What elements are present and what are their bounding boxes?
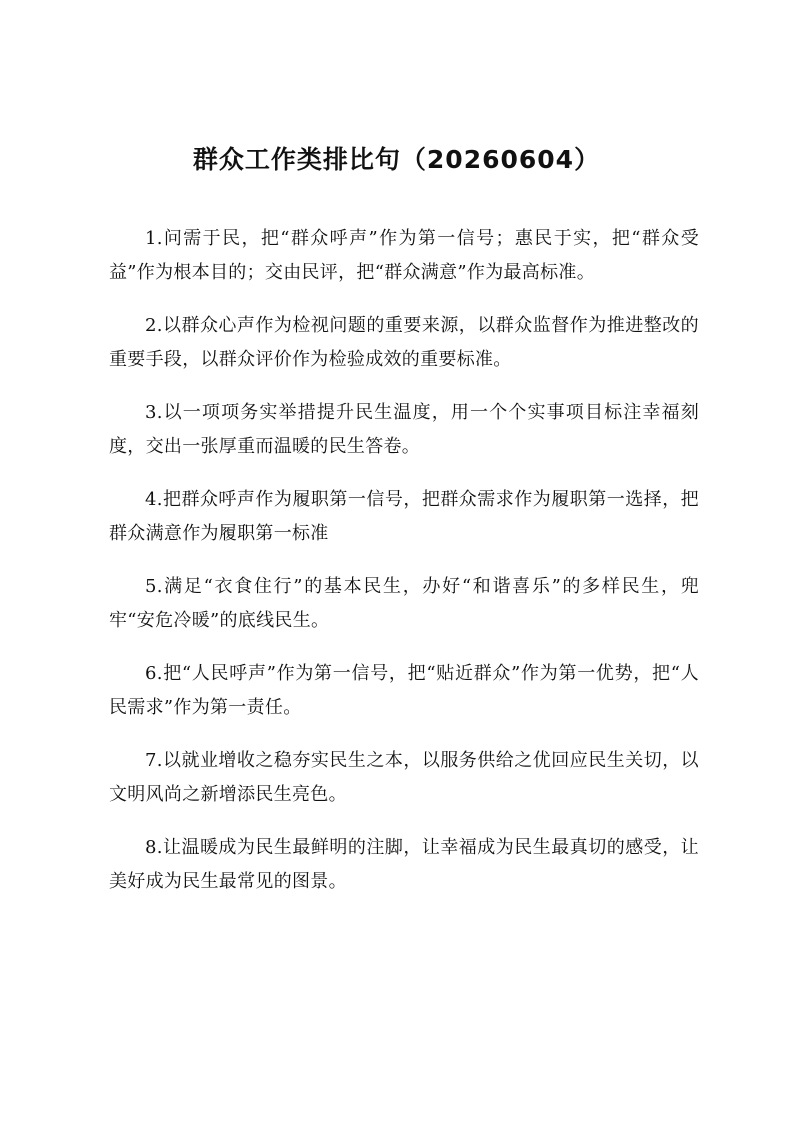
paragraph-2: 2.以群众心声作为检视问题的重要来源，以群众监督作为推进整改的重要手段，以群众评价作为检验成效的重要标准。 (109, 315, 699, 370)
paragraph-7: 7.以就业增收之稳夯实民生之本，以服务供给之优回应民生关切，以文明风尚之新增添民生亮色。 (109, 750, 699, 805)
paragraph-1: 1.问需于民，把“群众呼声”作为第一信号；惠民于实，把“群众受益”作为根本目的；交由民评，把“群众满意”作为最高标准。 (109, 228, 699, 283)
paragraph-4: 4.把群众呼声作为履职第一信号，把群众需求作为履职第一选择，把群众满意作为履职第一标准 (109, 489, 699, 544)
paragraph-3: 3.以一项项务实举措提升民生温度，用一个个实事项目标注幸福刻度，交出一张厚重而温暖的民生答卷。 (109, 402, 699, 457)
document-body (109, 222, 699, 918)
paragraph-5: 5.满足“衣食住行”的基本民生，办好“和谐喜乐”的多样民生，兜牢“安危冷暖”的底线民生。 (109, 576, 699, 631)
paragraph-8: 8.让温暖成为民生最鲜明的注脚，让幸福成为民生最真切的感受，让美好成为民生最常见的图景。 (109, 837, 699, 892)
paragraph-6: 6.把“人民呼声”作为第一信号，把“贴近群众”作为第一优势，把“人民需求”作为第一责任。 (109, 663, 699, 718)
document-title: 群众工作类排比句（20260604） (192, 145, 601, 174)
